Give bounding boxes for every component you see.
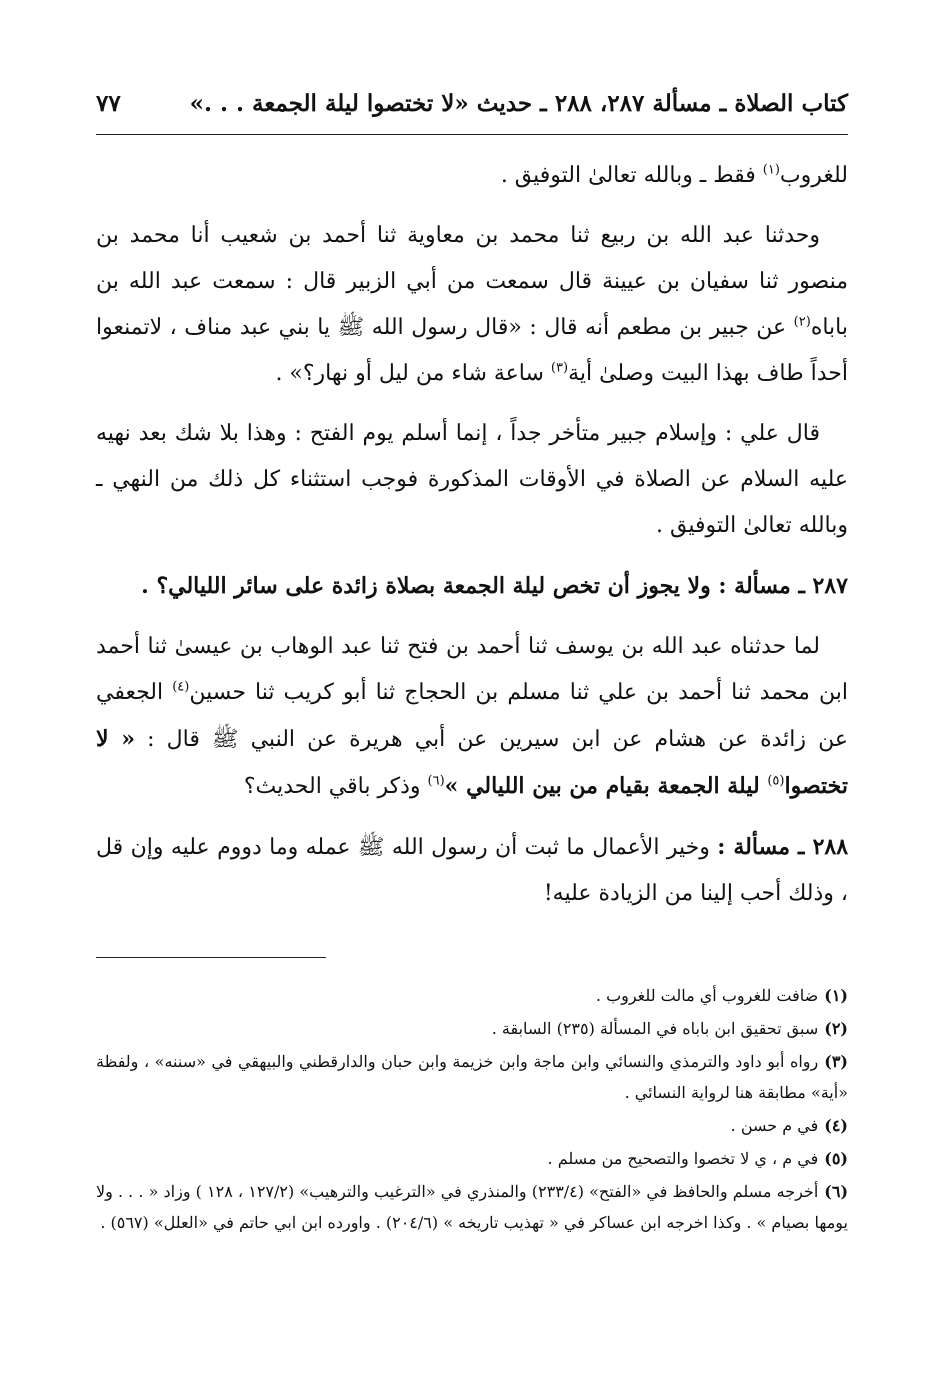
footnote-text: أخرجه مسلم والحافظ في «الفتح» (٢٣٣/٤) والمنذري في «الترغيب والترهيب» (١٢٧/٢ ، ١٢٨ ) وزاد: [163, 1182, 819, 1201]
p1-text-b: فقط ـ وبالله تعالىٰ التوفيق .: [500, 163, 763, 188]
footnote-ref-4: (٤): [172, 679, 190, 695]
footnote-text: في م ، ي لا تخصوا والتصحيح من مسلم .: [547, 1149, 819, 1168]
p1-text-a: للغروب: [779, 163, 848, 188]
footnote-ref-3: (٣): [550, 360, 569, 376]
p5-text-b: الجعفي عن زائدة عن هشام عن ابن سيرين عن أبي هريرة عن النبي ﷺ قال :: [96, 680, 848, 752]
footnote-text-cont: « . . . ولا يومها بصيام » . وكذا اخرجه ابن عساكر في « تهذيب تاريخه » (٢٠٤/٦) . واورده ابن ابي حاتم في «العلل» (٥٦٧) .: [96, 1182, 848, 1232]
issue-287-text: ولا يجوز أن تخص ليلة الجمعة بصلاة زائدة على سائر الليالي؟ .: [141, 573, 719, 599]
page-header: [96, 88, 848, 135]
running-title: كتاب الصلاة ـ مسألة ٢٨٧، ٢٨٨ ـ حديث «لا تختصوا ليلة الجمعة . . .»: [189, 90, 848, 117]
p2-text-a: وحدثنا عبد الله بن ربيع ثنا محمد بن معاوية ثنا أحمد بن شعيب أنا محمد بن منصور ثنا سفيان بن عيينة قال سمعت من أبي الزبير قال : سمعت عبد الله بن باباه: [96, 223, 848, 340]
footnote-4: [96, 1110, 848, 1141]
main-text: [96, 153, 848, 917]
footnote-3: [96, 1046, 848, 1108]
p5-text-c: وذكر باقي الحديث؟: [243, 774, 428, 799]
footnote-5: [96, 1143, 848, 1174]
footnote-number: (٢): [824, 1019, 848, 1038]
footnotes: [96, 980, 848, 1238]
footnote-text: في م حسن .: [730, 1116, 819, 1135]
footnote-2: [96, 1013, 848, 1044]
footnote-ref-1: (١): [762, 162, 780, 178]
p5-text-a: لما حدثناه عبد الله بن يوسف ثنا أحمد بن فتح ثنا عبد الوهاب بن عيسىٰ ثنا أحمد ابن محمد ثنا أحمد بن علي ثنا مسلم بن الحجاج ثنا أبو كريب ثنا حسين: [96, 634, 848, 705]
footnote-6: [96, 1176, 848, 1238]
footnote-text-cont: «أية» مطابقة هنا لرواية النسائي .: [624, 1083, 848, 1102]
paragraph-5: [96, 624, 848, 810]
footnote-divider: [96, 957, 326, 958]
hadith-quote-a: « لا تختصوا: [96, 726, 848, 799]
page-number: ٧٧: [96, 90, 121, 117]
issue-288-text: وخير الأعمال ما ثبت أن رسول الله ﷺ عمله وما دووم عليه وإن قل ، وذلك أحب إلينا من الزيادة عليه!: [96, 835, 848, 906]
paragraph-1: [96, 153, 848, 199]
footnote-number: (٦): [824, 1182, 849, 1201]
paragraph-3: قال علي : وإسلام جبير متأخر جداً ، إنما أسلم يوم الفتح : وهذا بلا شك بعد نهيه عليه السلام عن الصلاة في الأوقات المذكورة فوجب استثناء كل ذلك من النهي ـ وبالله تعالىٰ التوفيق .: [96, 421, 848, 538]
footnote-number: (٤): [824, 1116, 848, 1135]
paragraph-2: [96, 213, 848, 397]
issue-287: [96, 563, 848, 610]
issue-287-label: ٢٨٧ ـ مسألة :: [718, 573, 848, 599]
p2-text-c: ساعة شاء من ليل أو نهار؟» .: [275, 361, 551, 386]
footnote-number: (٥): [824, 1149, 848, 1168]
issue-288: [96, 824, 848, 917]
p2-text-b: عن جبير بن مطعم أنه قال : «قال رسول الله ﷺ يا بني عبد مناف ، لاتمنعوا أحداً طاف بهذا البيت وصلىٰ أية: [96, 315, 848, 386]
issue-288-label: ٢٨٨ ـ مسألة :: [717, 834, 849, 860]
footnote-1: [96, 980, 848, 1011]
footnote-ref-5: (٥): [767, 773, 785, 789]
footnote-text: سبق تحقيق ابن باباه في المسألة (٢٣٥) السابقة .: [491, 1019, 819, 1038]
footnote-text: ضافت للغروب أي مالت للغروب .: [595, 986, 819, 1005]
footnote-number: (١): [824, 986, 848, 1005]
footnote-ref-2: (٢): [793, 314, 811, 330]
hadith-quote-b: ليلة الجمعة بقيام من بين الليالي »: [444, 773, 768, 799]
footnote-number: (٣): [824, 1052, 848, 1071]
footnote-text: رواه أبو داود والترمذي والنسائي وابن ماجة وابن خزيمة وابن حبان والدارقطني والبيهقي في «سننه» ، ولفظة: [96, 1052, 819, 1071]
footnote-ref-6: (٦): [427, 773, 445, 789]
